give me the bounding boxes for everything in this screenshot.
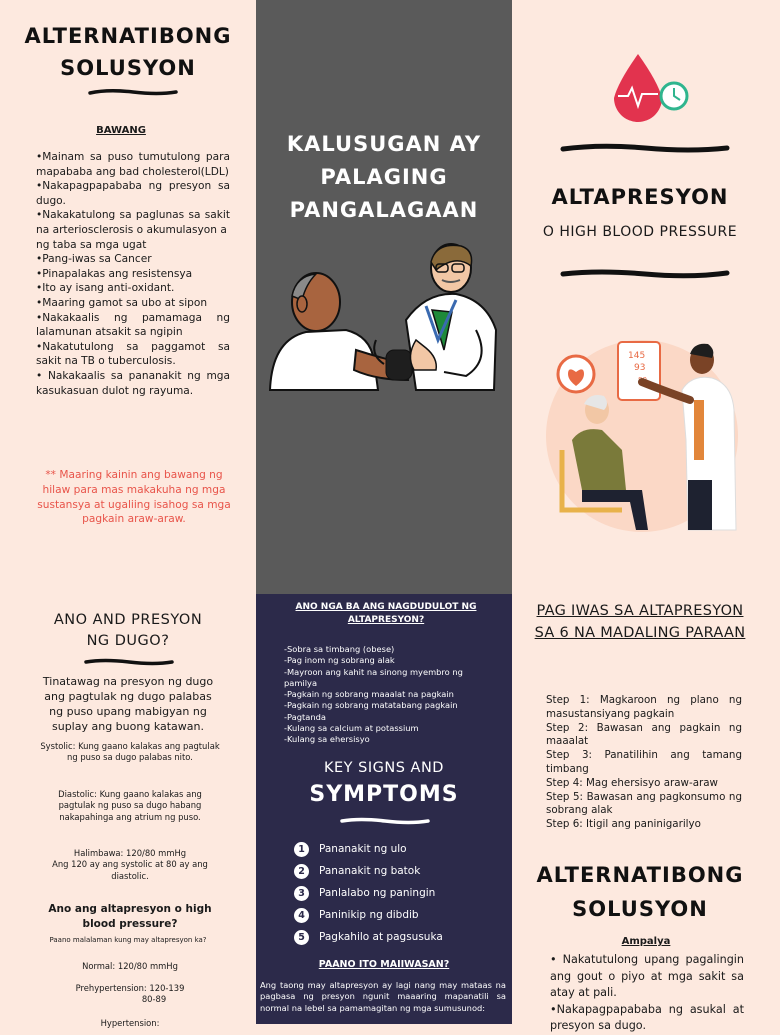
step-item: Step 2: Bawasan ang pagkain ng maaalat	[546, 721, 742, 748]
altapresyon-title: ALTAPRESYON	[551, 185, 729, 209]
altapresyon-question: Ano ang altapresyon o high blood pressure?	[48, 903, 212, 930]
symptom-label: Pananakit ng ulo	[319, 843, 407, 855]
list-item: •Nakakaalis ng pamamaga ng lalamunan atsakit sa ngipin	[36, 311, 230, 339]
step-item: Step 6: Itigil ang paninigarilyo	[546, 818, 701, 831]
symptom-label: Paninikip ng dibdib	[319, 909, 419, 921]
list-item: ng taba sa mga ugat	[36, 238, 147, 251]
presyon-description: Tinatawag na presyon ng dugo ang pagtulak ng dugo palabas ng puso upang mabigyan ng suplay ang buong katawan.	[42, 675, 214, 733]
heading-line: SOLUSYON	[572, 897, 708, 921]
panel-ano-ang-presyon	[0, 594, 256, 1028]
panel-causes-symptoms	[256, 594, 512, 1024]
number-badge: 2	[294, 864, 309, 879]
number-badge: 4	[294, 908, 309, 923]
number-badge: 1	[294, 842, 309, 857]
hypertension-reading: Hypertension:	[100, 1018, 160, 1028]
brush-divider	[88, 88, 178, 96]
symptom-label: Pagkahilo at pagsusuka	[319, 931, 443, 943]
reading-line: Prehypertension: 120-139	[75, 983, 185, 993]
symptom-item	[294, 882, 494, 904]
paano-maiiwasan-title: PAANO ITO MAIIWASAN?	[318, 959, 450, 970]
list-item: • Nakakaalis sa pananakit ng mga kasukasuan dulot ng rayuma.	[36, 369, 230, 397]
bawang-title: BAWANG	[96, 125, 146, 136]
normal-reading: Normal: 120/80 mmHg	[82, 961, 178, 971]
number-badge: 3	[294, 886, 309, 901]
doctor-patient-illustration	[266, 240, 506, 400]
list-item: •Maaring gamot sa ubo at sipon	[36, 296, 208, 309]
causes-list	[284, 644, 484, 746]
causes-title: ANO NGA BA ANG NAGDUDULOT NG ALTAPRESYON?	[295, 602, 477, 625]
bawang-note: ** Maaring kainin ang bawang ng hilaw para mas makakuha ng mga sustansya at ugaliing isahog sa mga pagkain araw-araw.	[37, 469, 231, 526]
pag-iwas-title: PAG IWAS SA ALTAPRESYON SA 6 NA MADALING PARAAN	[534, 603, 746, 641]
heading-line: ALTERNATIBONG	[536, 863, 744, 887]
list-item: •Mainam sa puso tumutulong para mapababa ang bad cholesterol(LDL)	[36, 151, 230, 178]
step-item: Step 5: Bawasan ang pagkonsumo ng sobrang alak	[546, 790, 742, 817]
ampalya-title: Ampalya	[621, 936, 671, 947]
alternatibong-solusyon-heading	[512, 858, 768, 926]
systolic-definition: Systolic: Kung gaano kalakas ang pagtulak ng puso sa dugo palabas nito.	[40, 741, 220, 763]
halimbawa-example	[40, 848, 220, 882]
brush-divider	[84, 658, 174, 666]
brush-divider	[560, 142, 730, 154]
panel-alternatibong-solusyon	[0, 0, 256, 594]
list-item: •Pang-iwas sa Cancer	[36, 253, 152, 266]
panel-pag-iwas	[512, 594, 768, 1032]
cover-title-line: KALUSUGAN AY	[286, 132, 482, 156]
paano-malaman-text: Paano malalaman kung may altapresyon ka?	[49, 936, 207, 944]
heading-line: SOLUSYON	[60, 56, 196, 80]
monitor-value: 145	[628, 351, 646, 361]
symptom-item	[294, 838, 494, 860]
monitor-value: 93	[634, 363, 646, 373]
list-item: •Pinapalakas ang resistensya	[36, 267, 193, 280]
list-item: -Pagkain ng sobrang matatabang pagkain	[284, 700, 458, 711]
step-item: Step 4: Mag ehersisyo araw-araw	[546, 776, 718, 789]
example-line: Ang 120 ay ang systolic at 80 ay ang diastolic.	[52, 859, 208, 881]
symptom-item	[294, 904, 494, 926]
blood-drop-gauge-icon	[608, 50, 692, 130]
example-line: Halimbawa: 120/80 mmHg	[73, 848, 187, 858]
list-item: -Kulang sa calcium at potassium	[284, 723, 419, 734]
cover-title-line: PALAGING	[320, 165, 448, 189]
symptom-label: Pananakit ng batok	[319, 865, 421, 877]
symptom-label: Panlalabo ng paningin	[319, 887, 436, 899]
paano-maiiwasan-text: Ang taong may altapresyon ay lagi nang may mataas na pagbasa ng presyon ngunit maaaring mapanatili sa normal na lebel sa pamamagitan ng mga sumusunod:	[260, 980, 506, 1013]
ampalya-list	[550, 952, 744, 1035]
symptoms-list	[294, 838, 494, 948]
alternatibong-solusyon-heading	[0, 20, 256, 84]
list-item: -Pag inom ng sobrang alak	[284, 655, 395, 666]
list-item: -Sobra sa timbang (obese)	[284, 644, 395, 654]
step-item: Step 3: Panatilihin ang tamang timbang	[546, 749, 742, 775]
ano-ang-presyon-title	[0, 610, 256, 652]
steps-list	[546, 694, 742, 832]
list-item: -Pagkain ng sobrang maaalat na pagkain	[284, 689, 454, 700]
brush-divider	[340, 817, 430, 825]
panel-altapresyon	[512, 0, 768, 594]
list-item: •Nakapagpapababa ng presyon sa dugo.	[36, 180, 230, 207]
cover-title-line: PANGALAGAAN	[289, 198, 479, 222]
doctor-checking-blood-pressure-illustration	[542, 330, 742, 540]
symptoms-title: SYMPTOMS	[309, 782, 459, 807]
altapresyon-subtitle: O HIGH BLOOD PRESSURE	[542, 224, 738, 240]
title-line: NG DUGO?	[86, 633, 170, 649]
list-item: •Ito ay isang anti-oxidant.	[36, 282, 175, 295]
panel-cover	[256, 0, 512, 594]
title-line: ANO AND PRESYON	[53, 612, 203, 628]
list-item: -Mayroon ang kahit na sinong myembro ng pamilya	[284, 666, 463, 688]
symptom-item	[294, 860, 494, 882]
list-item: •Nakapagpapababa ng asukal at presyon sa dugo.	[550, 1002, 744, 1032]
heading-line: ALTERNATIBONG	[24, 24, 232, 48]
list-item: -Kulang sa ehersisyo	[284, 734, 370, 745]
monitor-value: 80	[638, 376, 647, 384]
step-item: Step 1: Magkaroon ng plano ng masustansiyang pagkain	[546, 694, 742, 720]
cover-title	[256, 128, 512, 227]
list-item: •Nakatutulong sa paggamot sa sakit na TB o tuberculosis.	[36, 340, 230, 368]
key-signs-title: KEY SIGNS AND	[324, 760, 444, 776]
list-item: •Nakakatulong sa paglunas sa sakit na arteriosclerosis o akumulasyon a	[36, 209, 230, 236]
brush-divider	[560, 268, 730, 280]
prehypertension-reading	[40, 983, 220, 1006]
symptom-item	[294, 926, 494, 948]
list-item: • Nakatutulong upang pagalingin ang gout o piyo at mga sakit sa atay at pali.	[550, 953, 744, 999]
bawang-list	[36, 150, 230, 398]
list-item: -Pagtanda	[284, 711, 326, 722]
number-badge: 5	[294, 930, 309, 945]
diastolic-definition: Diastolic: Kung gaano kalakas ang pagtulak ng puso sa dugo habang nakapahinga ang atrium ng puso.	[58, 789, 202, 822]
reading-line: 80-89	[141, 994, 167, 1005]
